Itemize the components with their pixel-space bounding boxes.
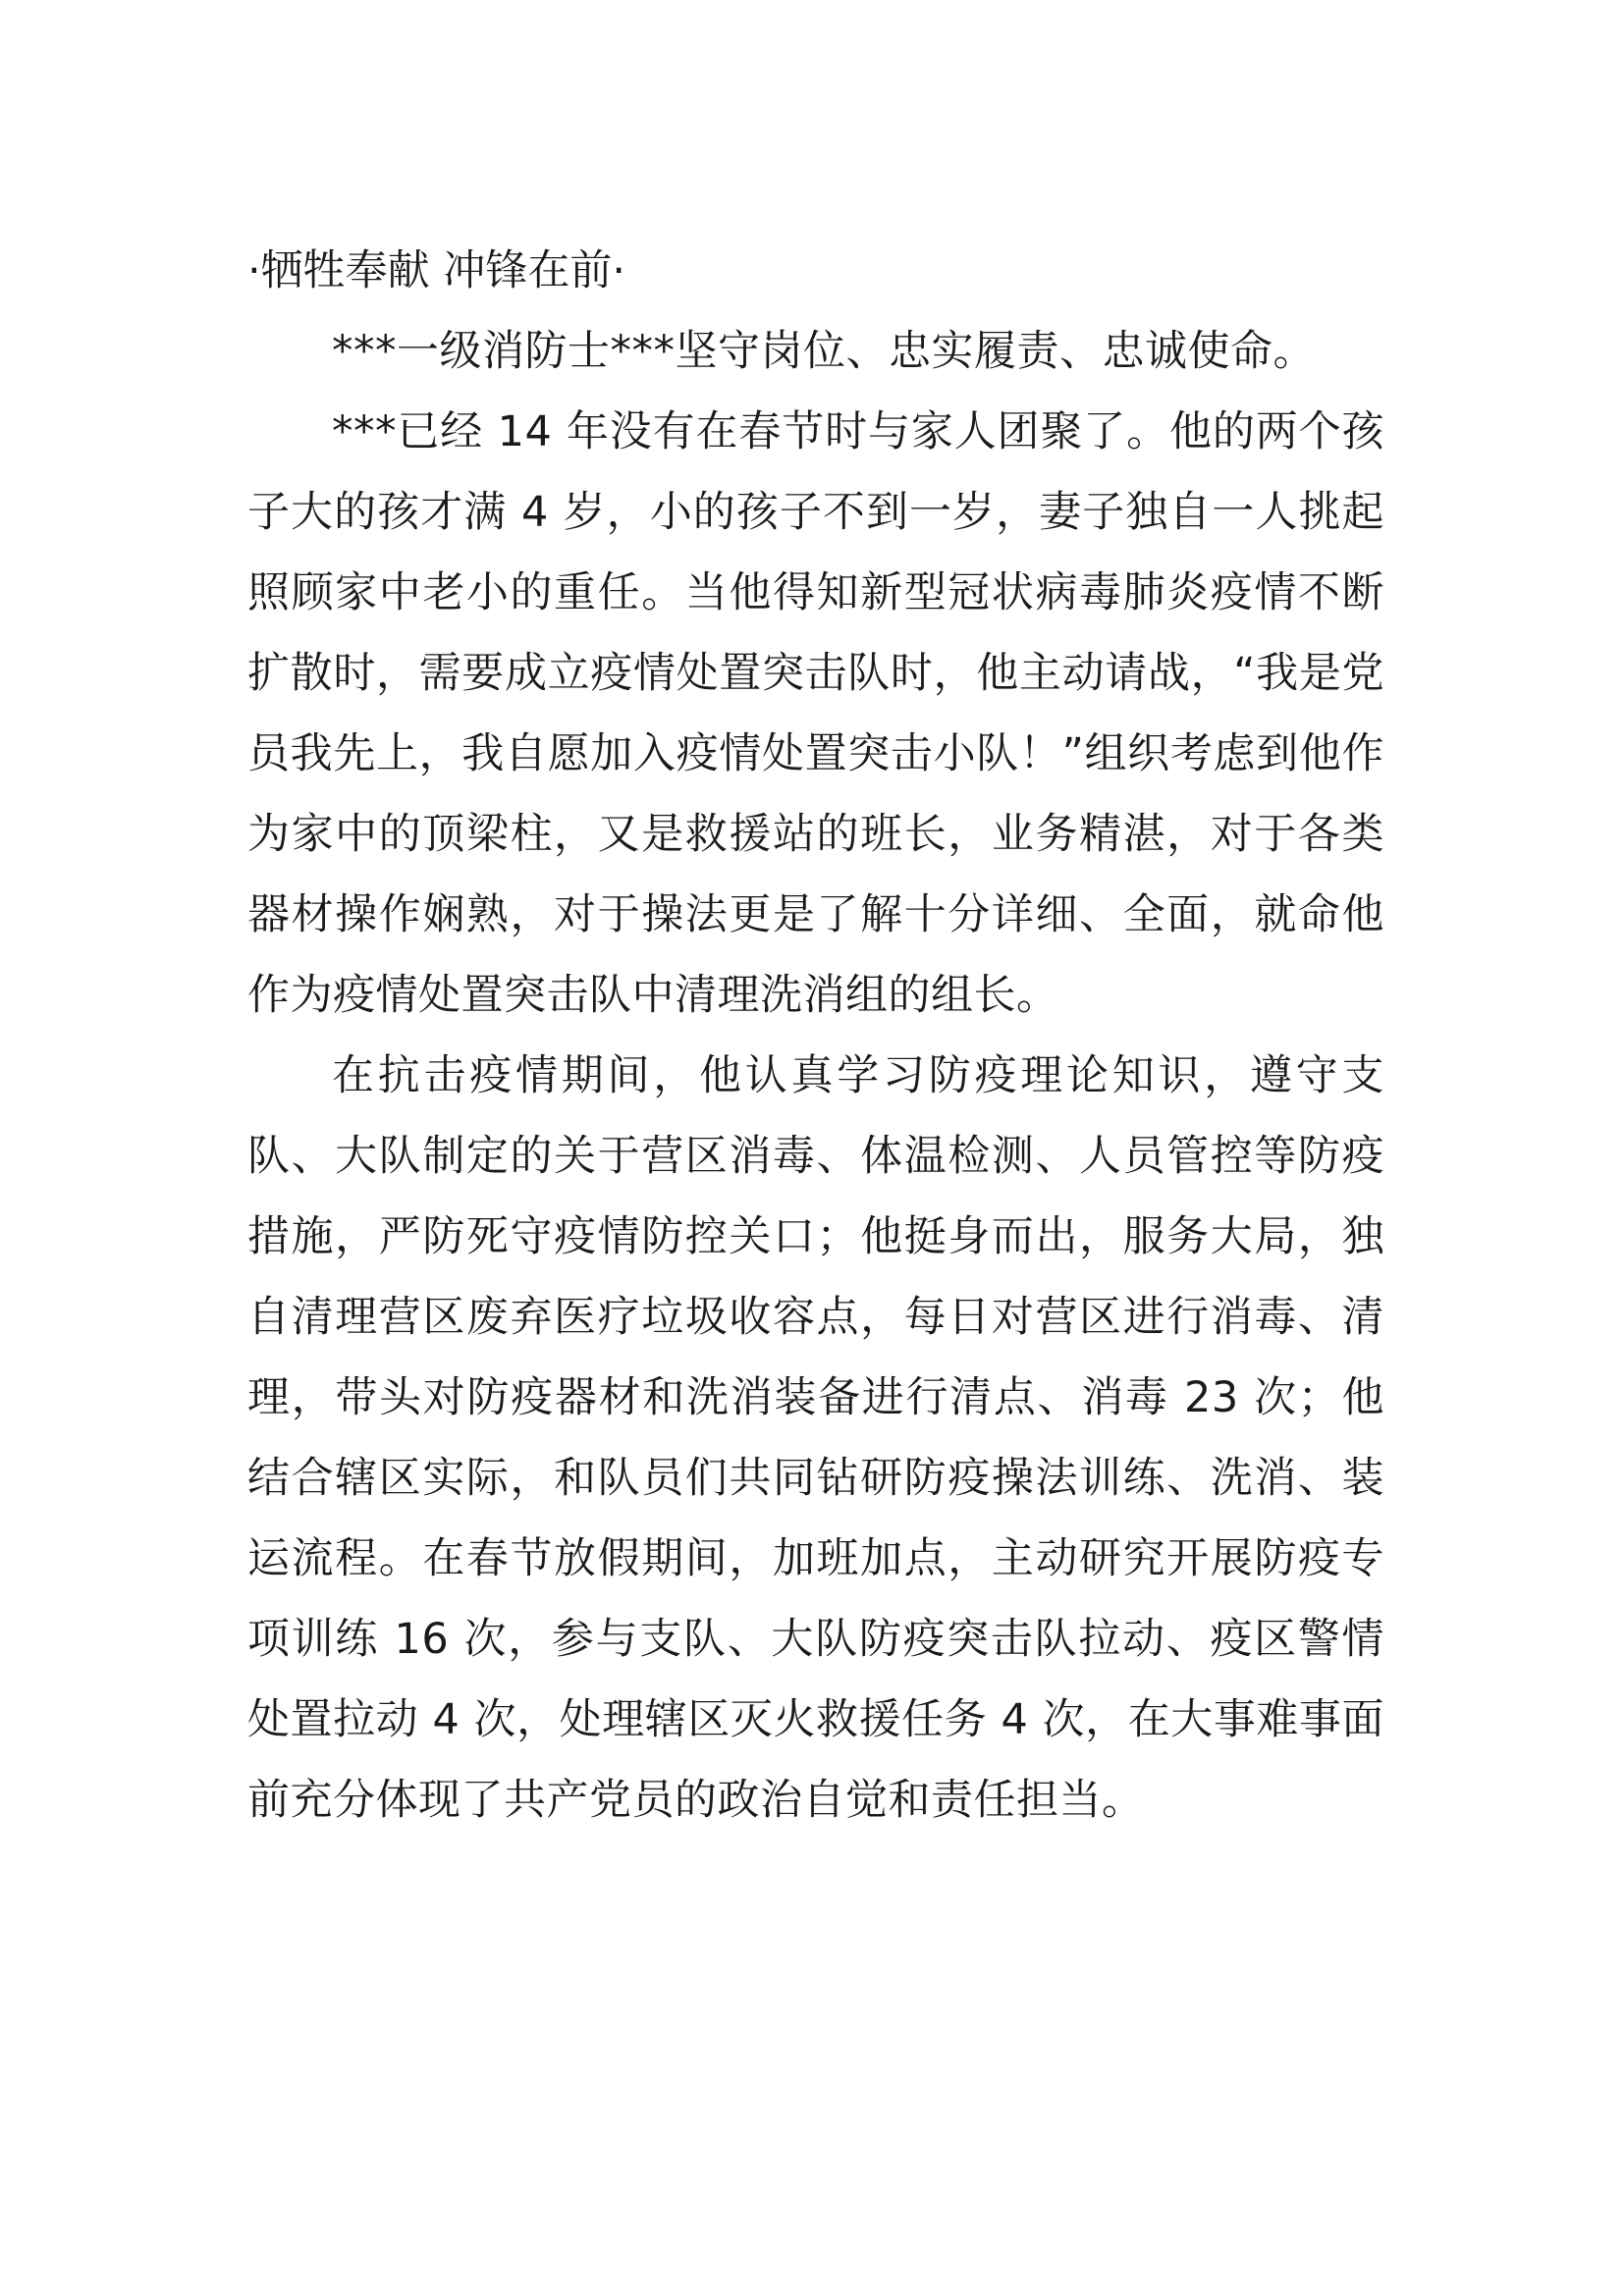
document-body <box>247 231 1384 1841</box>
paragraph-epidemic-work: 在抗击疫情期间，他认真学习防疫理论知识，遵守支队、大队制定的关于营区消毒、体温检测、人员管控等防疫措施，严防死守疫情防控关口；他挺身而出，服务大局，独自清理营区废弃医疗垃圾收容点，每日对营区进行消毒、清理，带头对防疫器材和洗消装备进行清点、消毒 23 次；他结合辖区实际，和队员们共同钻研防疫操法训练、洗消、装运流程。在春节放假期间，加班加点，主动研究开展防疫专项训练 16 次，参与支队、大队防疫突击队拉动、疫区警情处置拉动 4 次，处理辖区灭火救援任务 4 次，在大事难事面前充分体现了共产党员的政治自觉和责任担当。 <box>247 1051 1384 1825</box>
section-heading: ·牺牲奉献 冲锋在前· <box>247 246 626 295</box>
paragraph-family: ***已经 14 年没有在春节时与家人团聚了。他的两个孩子大的孩才满 4 岁，小的孩子不到一岁，妻子独自一人挑起照顾家中老小的重任。当他得知新型冠状病毒肺炎疫情不断扩散时，需要成立疫情处置突击队时，他主动请战，“我是党员我先上，我自愿加入疫情处置突击小队！”组织考虑到他作为家中的顶梁柱，又是救援站的班长，业务精湛，对于各类器材操作娴熟，对于操法更是了解十分详细、全面，就命他作为疫情处置突击队中清理洗消组的组长。 <box>247 407 1384 1020</box>
paragraph-intro: ***一级消防士***坚守岗位、忠实履责、忠诚使命。 <box>332 327 1316 376</box>
